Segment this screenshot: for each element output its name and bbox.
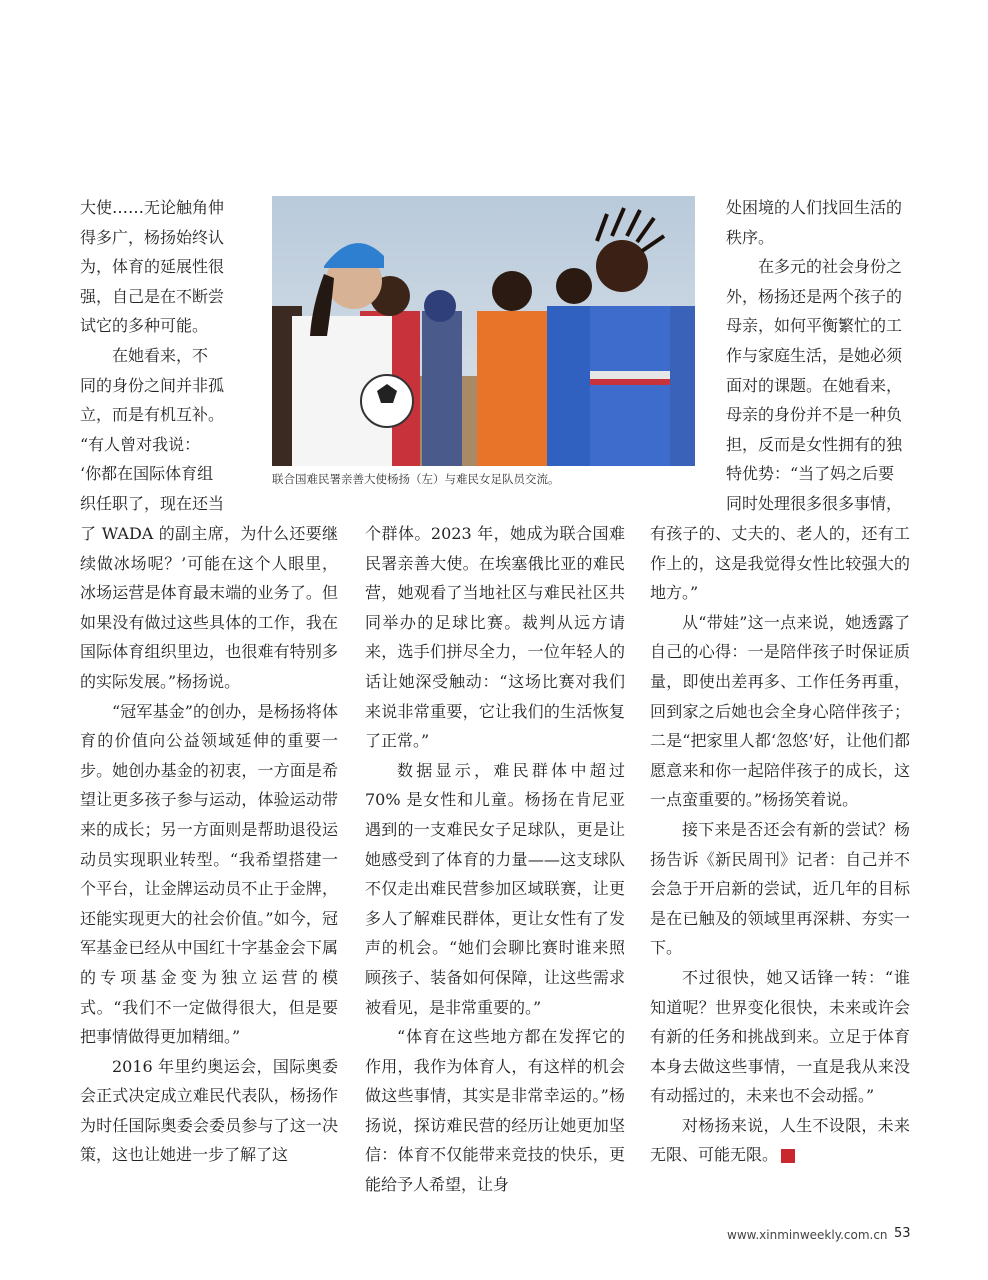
paragraph: 接下来是否还会有新的尝试？杨扬告诉《新民周刊》记者：自己并不会急于开启新的尝试，近几年的目标是在已触及的领域里再深耕、夯实一下。 [650,819,910,958]
text-line: 得多广，杨扬始终认 [80,227,225,247]
column-1-bottom [80,519,338,1170]
text-line: 试它的多种可能。 [80,316,209,336]
text-line: ‘你都在国际体育组 [80,464,214,484]
paragraph: 2016 年里约奥运会，国际奥委会正式决定成立难民代表队，杨扬作为时任国际奥委会委员参与了这一决策，这也让她进一步了解了这 [80,1056,338,1165]
paragraph: 个群体。2023 年，她成为联合国难民署亲善大使。在埃塞俄比亚的难民营，她观看了当地社区与难民社区共同举办的足球比赛。裁判从远方请来，选手们拼尽全力，一位年轻人的话让她深受触动：“这场比赛对我们来说非常重要，它让我们的生活恢复了正常。” [365,524,625,751]
paragraph: 数据显示，难民群体中超过 70% 是女性和儿童。杨扬在肯尼亚遇到的一支难民女子足球队，更是让她感受到了体育的力量——这支球队不仅走出难民营参加区域联赛，让更多人了解难民群体，更让女性有了发声的机会。“她们会聊比赛时谁来照顾孩子、装备如何保障，让这些需求被看见，是非常重要的。” [365,760,625,1017]
paragraph: 了 WADA 的副主席，为什么还要继续做冰场呢？’可能在这个人眼里，冰场运营是体育最末端的业务了。但如果没有做过这些具体的工作，我在国际体育组织里边，也很难有特别多的实际发展。”杨扬说。 [80,524,338,691]
paragraph: 从“带娃”这一点来说，她透露了自己的心得：一是陪伴孩子时保证质量，即使出差再多、工作任务再重，回到家之后她也会全身心陪伴孩子；二是“把家里人都‘忽悠’好，让他们都愿意来和你一起陪伴孩子的成长，这一点蛮重要的。”杨扬笑着说。 [650,612,910,810]
text-line: 特优势：“当了妈之后要 [726,464,895,484]
paragraph: “体育在这些地方都在发挥它的作用，我作为体育人，有这样的机会做这些事情，其实是非常幸运的。”杨扬说，探访难民营的经历让她更加坚信：体育不仅能带来竞技的快乐，更能给予人希望，让身 [365,1027,625,1195]
text-line: 立，而是有机互补。 [80,405,225,425]
text-line: 强，自己是在不断尝 [80,286,225,306]
text-line: 同的身份之间并非孤 [80,375,225,395]
photo-illustration [272,196,695,466]
closing-text: 对杨扬来说，人生不设限，未来无限、可能无限。 [650,1115,910,1165]
photo-caption: 联合国难民署亲善大使杨扬（左）与难民女足队员交流。 [272,472,560,486]
paragraph: “冠军基金”的创办，是杨扬将体育的价值向公益领域延伸的重要一步。她创办基金的初衷，一方面是希望让更多孩子参与运动，体验运动带来的成长；另一方面则是帮助退役运动员实现职业转型。“我希望搭建一个平台，让金牌运动员不止于金牌，还能实现更大的社会价值。”如今，冠军基金已经从中国红十字基金会下属的专项基金变为独立运营的模式。“我们不一定做得很大，但是要把事情做得更加精细。” [80,701,338,1047]
text-line: 为，体育的延展性很 [80,257,225,277]
column-3-bottom [650,519,910,1170]
text-line: 秩序。 [726,227,775,247]
text-line: 母亲的身份并不是一种负 [726,405,903,425]
text-line: 外，杨扬还是两个孩子的 [726,286,903,306]
text-line: 大使……无论触角伸 [80,198,225,217]
text-line: 在她看来，不 [112,345,209,365]
page-number: 53 [894,1226,911,1241]
text-line: 母亲，如何平衡繁忙的工 [726,316,903,336]
column-1-top [80,193,240,519]
paragraph-last [650,1111,910,1170]
text-line: 面对的课题。在她看来， [726,375,903,395]
column-2 [365,519,625,1200]
text-line: 织任职了，现在还当 [80,493,225,513]
footer-url: www.xinminweekly.com.cn [727,1228,888,1242]
column-3-top [726,193,910,519]
article-photo [272,196,695,466]
text-line: 担，反而是女性拥有的独 [726,434,903,454]
text-line: “有人曾对我说： [80,434,201,454]
text-line: 处困境的人们找回生活的 [726,198,903,217]
text-line: 作与家庭生活，是她必须 [726,345,903,365]
end-mark-logo: 民 [781,1149,795,1163]
paragraph: 有孩子的、丈夫的、老人的，还有工作上的，这是我觉得女性比较强大的地方。” [650,524,910,603]
text-line: 同时处理很多很多事情， [726,493,903,513]
paragraph: 不过很快，她又话锋一转：“谁知道呢？世界变化很快，未来或许会有新的任务和挑战到来。立足于体育本身去做这些事情，一直是我从来没有动摇过的，未来也不会动摇。” [650,967,910,1106]
text-line: 在多元的社会身份之 [758,257,903,277]
